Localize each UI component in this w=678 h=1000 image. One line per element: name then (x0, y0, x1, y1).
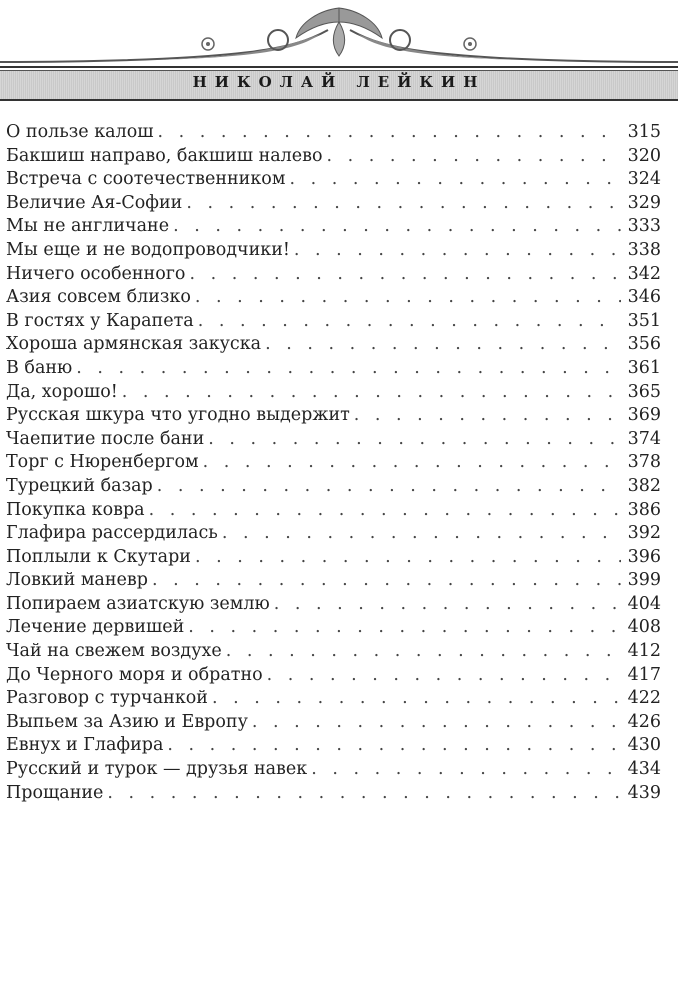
toc-entry-title: Мы не англичане (6, 216, 170, 237)
toc-entry-page: 434 (627, 759, 661, 780)
toc-entry-page: 356 (627, 334, 661, 355)
toc-entry-title: Глафира рассердилась (6, 523, 218, 544)
toc-entry-page: 382 (627, 475, 661, 496)
toc-entry-page: 404 (627, 593, 661, 614)
toc-dot-leader (311, 758, 621, 782)
toc-entry-page: 430 (627, 735, 661, 756)
toc-entry (6, 734, 661, 758)
toc-entry-title: Мы еще и не водопроводчики! (6, 239, 290, 260)
toc-entry-page: 408 (627, 617, 661, 638)
toc-entry (6, 357, 661, 381)
toc-entry (6, 616, 661, 640)
toc-entry-page: 329 (627, 192, 661, 213)
toc-dot-leader (327, 145, 621, 169)
toc-entry-page: 320 (627, 145, 661, 166)
toc-dot-leader (198, 310, 621, 334)
toc-entry-page: 392 (627, 523, 661, 544)
toc-entry-page: 417 (627, 664, 661, 685)
toc-dot-leader (267, 664, 621, 688)
toc-entry (6, 121, 661, 145)
toc-entry-title: Чай на свежем воздухе (6, 641, 222, 662)
toc-dot-leader (188, 616, 621, 640)
toc-dot-leader (208, 428, 621, 452)
toc-entry-title: Да, хорошо! (6, 381, 118, 402)
toc-entry (6, 145, 661, 169)
toc-entry-page: 412 (627, 641, 661, 662)
toc-entry-title: Выпьем за Азию и Европу (6, 711, 248, 732)
toc-entry (6, 263, 661, 287)
toc-entry-title: О пользе калош (6, 122, 154, 142)
toc-entry (6, 640, 661, 664)
toc-dot-leader (189, 263, 621, 287)
toc-entry (6, 758, 661, 782)
toc-entry-page: 333 (627, 216, 661, 237)
toc-dot-leader (203, 451, 621, 475)
toc-entry (6, 782, 661, 806)
toc-entry-title: До Черного моря и обратно (6, 664, 263, 685)
toc-entry-page: 378 (627, 452, 661, 473)
author-name: НИКОЛАЙ ЛЕЙКИН (192, 73, 486, 91)
toc-dot-leader (122, 381, 621, 405)
toc-entry-page: 422 (627, 688, 661, 709)
toc-dot-leader (195, 546, 621, 570)
toc-dot-leader (354, 404, 621, 428)
toc-entry-title: Ничего особенного (6, 263, 186, 284)
toc-entry (6, 215, 661, 239)
toc-entry-title: Евнух и Глафира (6, 735, 164, 756)
toc-dot-leader (157, 475, 621, 499)
toc-entry-page: 439 (627, 782, 661, 803)
toc-entry-title: Азия совсем близко (6, 287, 191, 308)
toc-dot-leader (226, 640, 621, 664)
toc-entry (6, 381, 661, 405)
toc-entry (6, 711, 661, 735)
toc-entry (6, 286, 661, 310)
toc-entry-page: 346 (627, 287, 661, 308)
toc-entry-title: Чаепитие после бани (6, 428, 205, 449)
toc-dot-leader (274, 593, 621, 617)
toc-entry-title: Русский и турок — друзья навек (6, 759, 308, 780)
toc-dot-leader (149, 499, 621, 523)
toc-entry (6, 475, 661, 499)
toc-entry (6, 546, 661, 570)
toc-entry (6, 239, 661, 263)
toc-dot-leader (195, 286, 621, 310)
toc-entry-page: 369 (627, 405, 661, 426)
toc-dot-leader (289, 168, 621, 192)
toc-dot-leader (173, 215, 621, 239)
toc-entry-title: Встреча с соотечественником (6, 169, 286, 190)
toc-dot-leader (158, 121, 621, 145)
toc-entry (6, 499, 661, 523)
toc-entry-title: Русская шкура что угодно выдержит (6, 405, 350, 426)
toc-entry-page: 351 (627, 310, 661, 331)
toc-entry (6, 168, 661, 192)
toc-entry-title: Лечение дервишей (6, 617, 185, 638)
toc-dot-leader (152, 569, 621, 593)
toc-entry-title: В гостях у Карапета (6, 310, 194, 331)
toc-entry-page: 342 (627, 263, 661, 284)
toc-entry-title: Хороша армянская закуска (6, 334, 262, 355)
toc-entry-page: 365 (627, 381, 661, 402)
toc-dot-leader (167, 734, 621, 758)
toc-dot-leader (107, 782, 621, 806)
toc-entry-title: Бакшиш направо, бакшиш налево (6, 145, 323, 166)
table-of-contents (6, 121, 661, 805)
toc-entry (6, 404, 661, 428)
header-rule-top (0, 66, 678, 68)
toc-entry-title: В баню (6, 357, 73, 378)
toc-entry-page: 361 (627, 357, 661, 378)
toc-entry-title: Турецкий базар (6, 475, 153, 496)
toc-dot-leader (265, 333, 621, 357)
toc-entry-page: 374 (627, 428, 661, 449)
toc-entry (6, 192, 661, 216)
toc-entry-title: Торг с Нюренбергом (6, 452, 199, 473)
toc-entry-title: Ловкий маневр (6, 570, 148, 591)
toc-entry-page: 386 (627, 499, 661, 520)
toc-entry-page: 399 (627, 570, 661, 591)
toc-dot-leader (212, 687, 621, 711)
toc-entry-page: 315 (627, 122, 661, 142)
toc-entry (6, 428, 661, 452)
toc-entry (6, 687, 661, 711)
toc-entry (6, 664, 661, 688)
toc-entry (6, 451, 661, 475)
toc-entry-page: 426 (627, 711, 661, 732)
toc-entry-page: 396 (627, 546, 661, 567)
toc-entry (6, 522, 661, 546)
toc-entry-title: Поплыли к Скутари (6, 546, 191, 567)
toc-dot-leader (186, 192, 621, 216)
toc-dot-leader (222, 522, 621, 546)
toc-dot-leader (294, 239, 621, 263)
toc-entry (6, 310, 661, 334)
toc-entry-page: 338 (627, 239, 661, 260)
toc-entry (6, 569, 661, 593)
toc-entry-title: Величие Ая-Софии (6, 192, 183, 213)
toc-entry-title: Разговор с турчанкой (6, 688, 208, 709)
toc-entry-title: Попираем азиатскую землю (6, 593, 270, 614)
toc-entry-title: Покупка ковра (6, 499, 145, 520)
toc-dot-leader (76, 357, 621, 381)
toc-dot-leader (252, 711, 621, 735)
toc-entry (6, 333, 661, 357)
toc-entry-page: 324 (627, 169, 661, 190)
toc-entry (6, 593, 661, 617)
toc-entry-title: Прощание (6, 782, 104, 803)
